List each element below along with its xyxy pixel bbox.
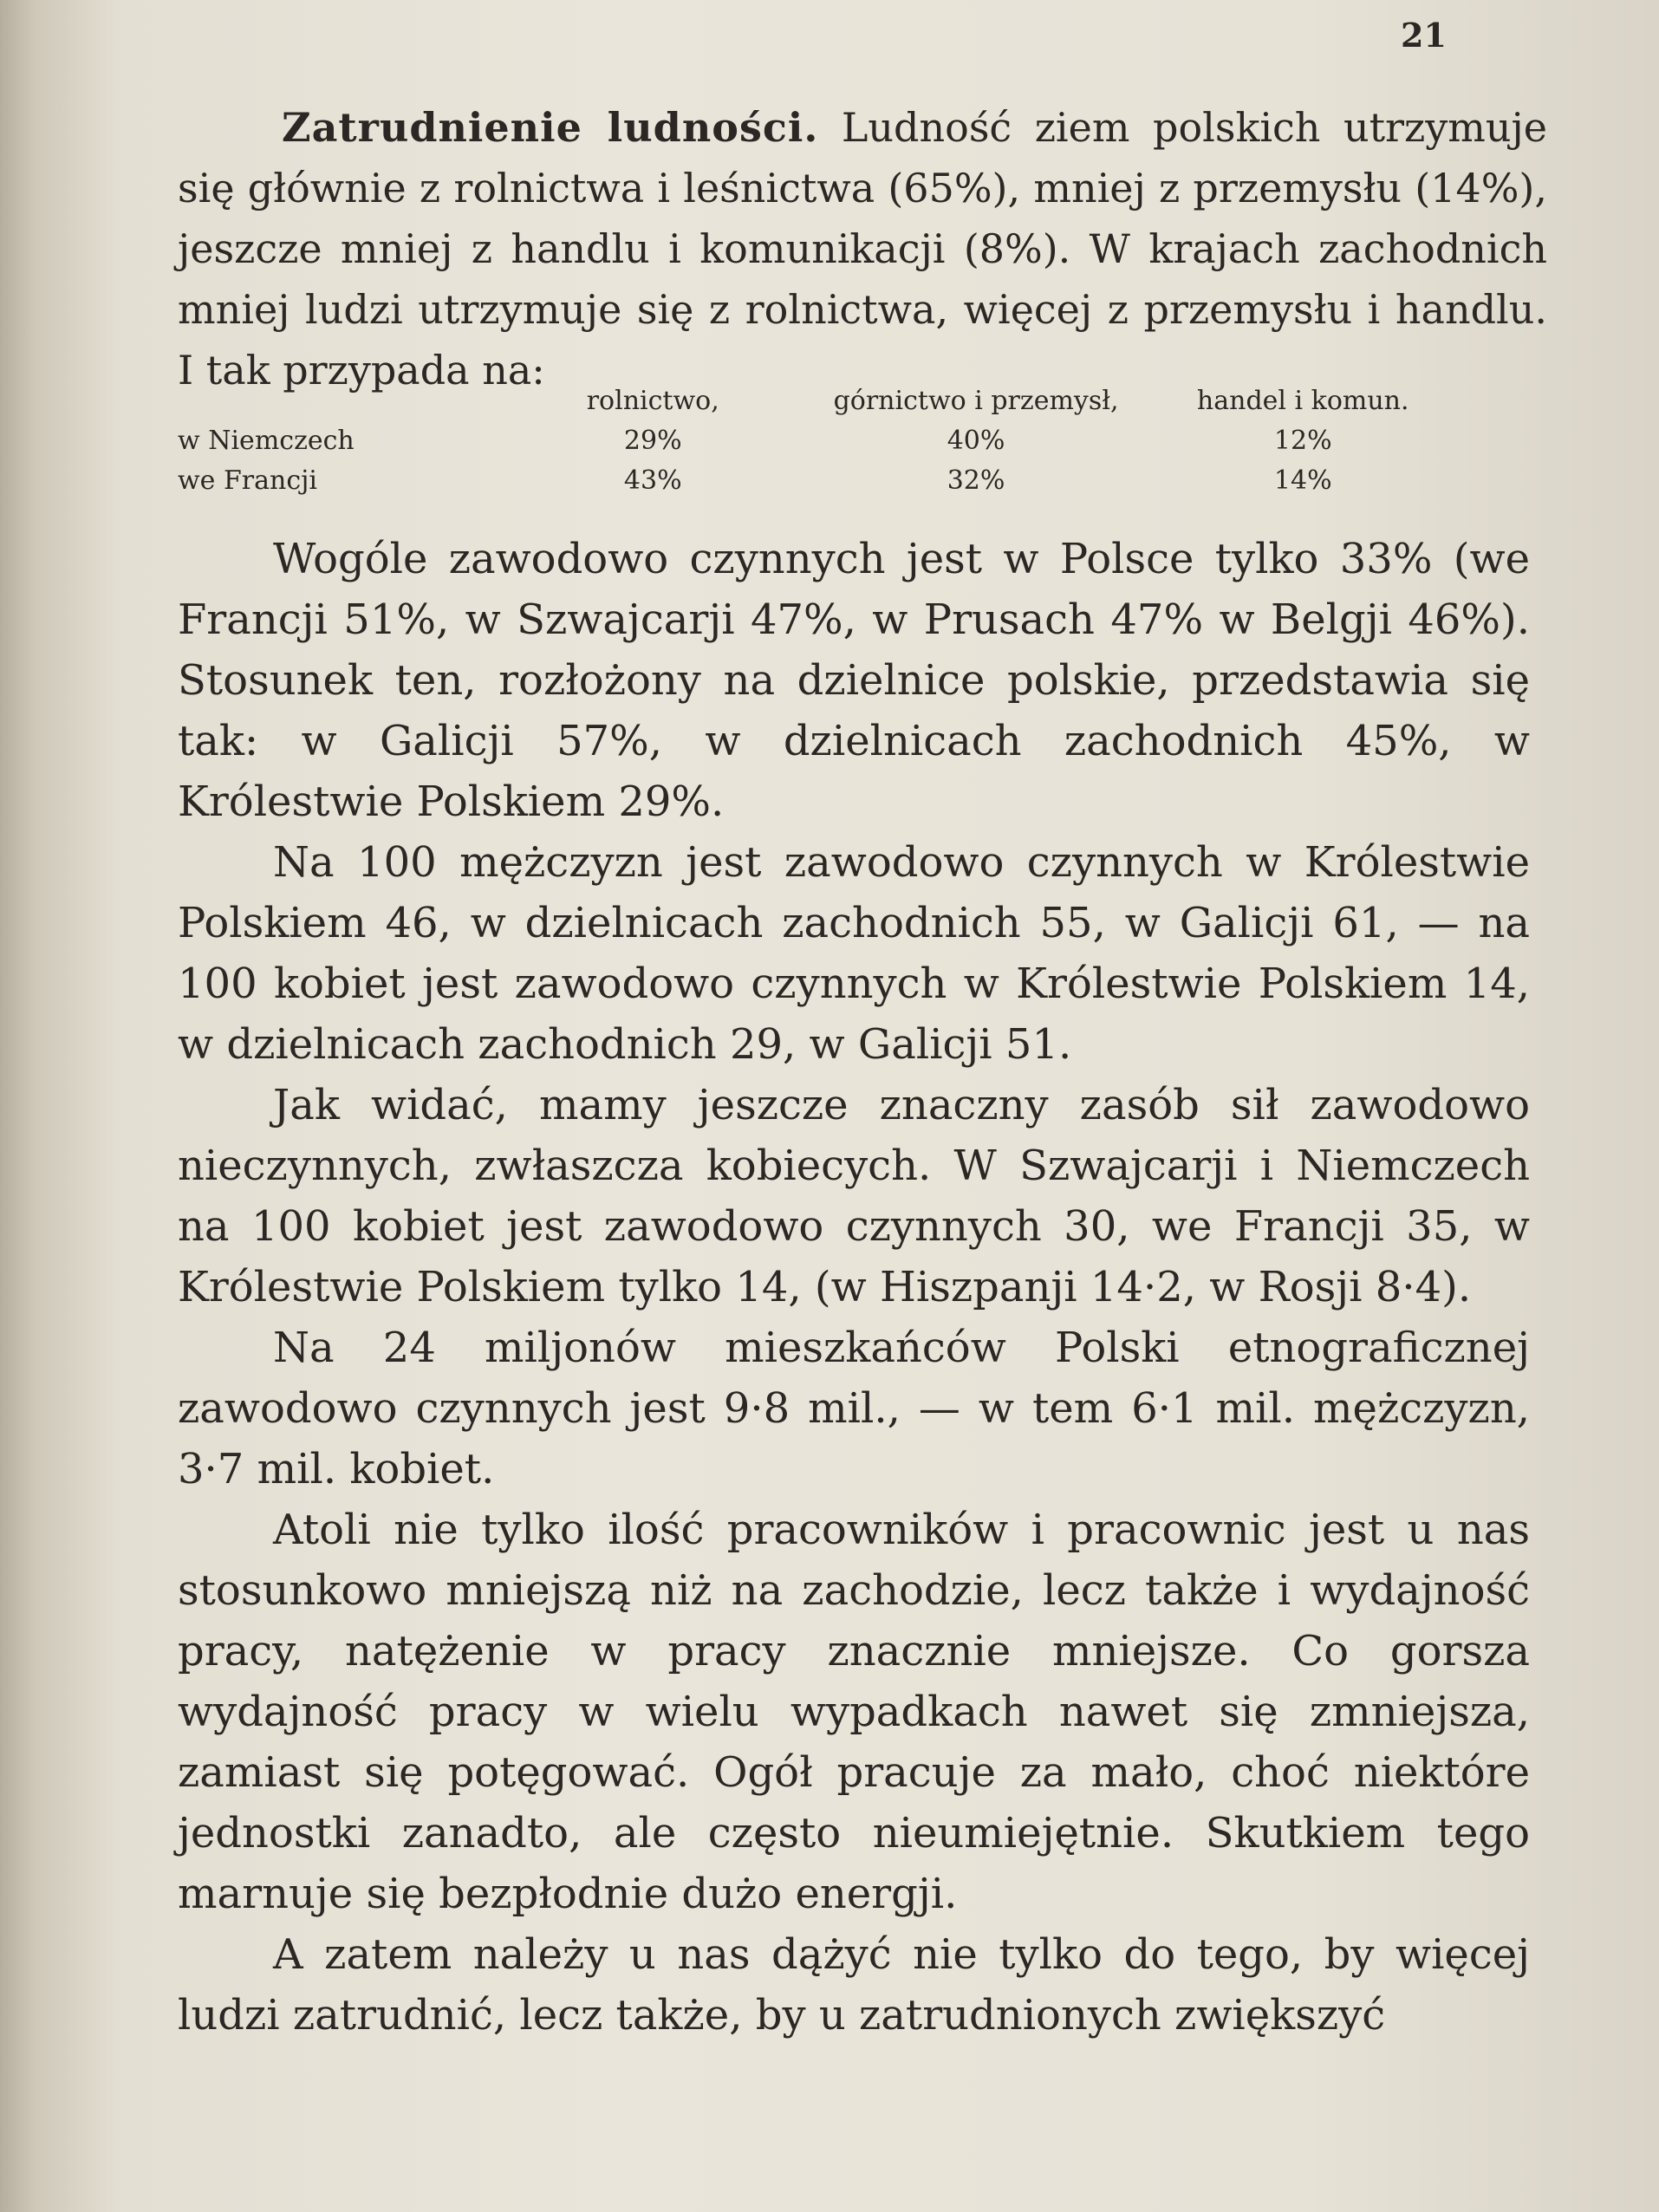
table-cell: 14% <box>1273 465 1332 496</box>
employment-table <box>178 381 1478 501</box>
paragraph: A zatem należy u nas dążyć nie tylko do tego, by więcej ludzi zatrudnić, lecz także, by u zatrudnionych zwiększyć <box>178 1930 1530 2040</box>
table-header-row <box>178 381 1478 421</box>
intro-body: Ludność ziem polskich utrzymuje się głównie z rolnictwa i leśnictwa (65%), mniej z przemysłu (14%), jeszcze mniej z handlu i komunikacji (8%). W krajach zachodnich mniej ludzi utrzymuje się z rolnictwa, więcej z przemysłu i handlu. I tak przypada na: <box>178 104 1547 394</box>
table-header-cell: górnictwo i przemysł, <box>833 386 1119 416</box>
table-row <box>178 421 1478 461</box>
table-header-cell <box>178 381 482 421</box>
table-cell: w Niemczech <box>178 426 355 456</box>
table-cell: we Francji <box>178 465 318 496</box>
table-cell: 12% <box>1273 426 1332 456</box>
table-header-cell: rolnictwo, <box>586 386 719 416</box>
section-heading: Zatrudnienie ludności. <box>282 104 819 151</box>
intro-paragraph <box>178 97 1547 400</box>
page-number: 21 <box>1401 16 1447 55</box>
paragraph: Wogóle zawodowo czynnych jest w Polsce tylko 33% (we Francji 51%, w Szwajcarji 47%, w Prusach 47% w Belgji 46%). Stosunek ten, rozłożony na dzielnice polskie, przedstawia się tak: w Galicji 57%, w dzielnicach zachodnich 45%, w Królestwie Polskiem 29%. <box>178 535 1530 826</box>
intro-text <box>178 97 1547 400</box>
table-cell: 43% <box>623 465 682 496</box>
paragraph: Na 100 mężczyzn jest zawodowo czynnych w Królestwie Polskiem 46, w dzielnicach zachodnich 55, w Galicji 61, — na 100 kobiet jest zawodowo czynnych w Królestwie Polskiem 14, w dzielnicach zachodnich 29, w Galicji 51. <box>178 838 1530 1069</box>
paragraph: Jak widać, mamy jeszcze znaczny zasób sił zawodowo nieczynnych, zwłaszcza kobiecych. W Szwajcarji i Niemczech na 100 kobiet jest zawodowo czynnych 30, we Francji 35, w Królestwie Polskiem tylko 14, (w Hiszpanji 14·2, w Rosji 8·4). <box>178 1081 1530 1311</box>
paragraph: Na 24 miljonów mieszkańców Polski etnograficznej zawodowo czynnych jest 9·8 mil., — w tem 6·1 mil. mężczyzn, 3·7 mil. kobiet. <box>178 1324 1530 1493</box>
table-header-cell: handel i komun. <box>1196 386 1409 416</box>
table-cell: 40% <box>947 426 1005 456</box>
body-text <box>178 529 1530 2046</box>
paragraph: Atoli nie tylko ilość pracowników i pracownic jest u nas stosunkowo mniejszą niż na zachodzie, lecz także i wydajność pracy, natężenie w pracy znacznie mniejsze. Co gorsza wydajność pracy w wielu wypadkach nawet się zmniejsza, zamiast się potęgować. Ogół pracuje za mało, choć niektóre jednostki zanadto, ale często nieumiejętnie. Skutkiem tego marnuje się bezpłodnie dużo energji. <box>178 1506 1530 1918</box>
table-row <box>178 461 1478 501</box>
table-cell: 29% <box>623 426 682 456</box>
table-cell: 32% <box>947 465 1005 496</box>
